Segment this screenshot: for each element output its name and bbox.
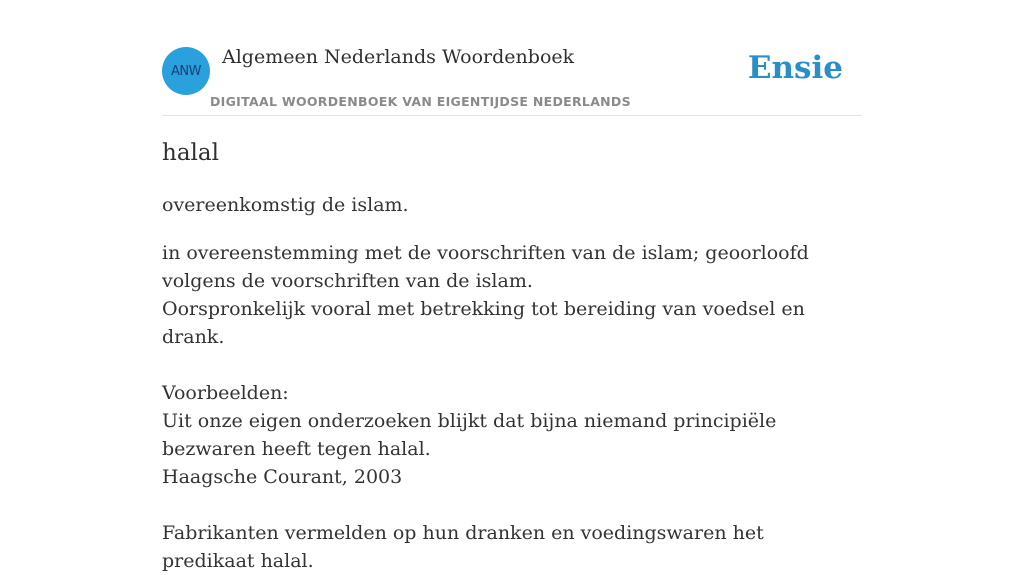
example-text: Fabrikanten vermelden op hun dranken en voedingswaren het predikaat halal.	[162, 522, 764, 572]
site-subtitle: DIGITAAL WOORDENBOEK VAN EIGENTIJDSE NEDERLANDS	[210, 94, 631, 109]
site-title[interactable]: Algemeen Nederlands Woordenboek	[222, 46, 575, 68]
example-text: Uit onze eigen onderzoeken blijkt dat bijna niemand principiële bezwaren heeft tegen halal.	[162, 410, 777, 460]
logo-text: ANW	[171, 63, 201, 79]
headword: halal	[162, 140, 219, 166]
example-source: Haagsche Courant, 2003	[162, 466, 403, 488]
definition-line-2: Oorspronkelijk vooral met betrekking tot bereiding van voedsel en drank.	[162, 298, 805, 348]
definition-body	[162, 239, 862, 575]
definition-line-1: in overeenstemming met de voorschriften van de islam; geoorloofd volgens de voorschriften van de islam.	[162, 242, 809, 292]
anw-logo[interactable]	[162, 47, 210, 95]
page	[162, 0, 862, 572]
ensie-brand-link[interactable]: Ensie	[747, 50, 843, 86]
examples-label: Voorbeelden:	[162, 382, 289, 404]
header	[162, 0, 862, 116]
short-definition: overeenkomstig de islam.	[162, 194, 409, 216]
